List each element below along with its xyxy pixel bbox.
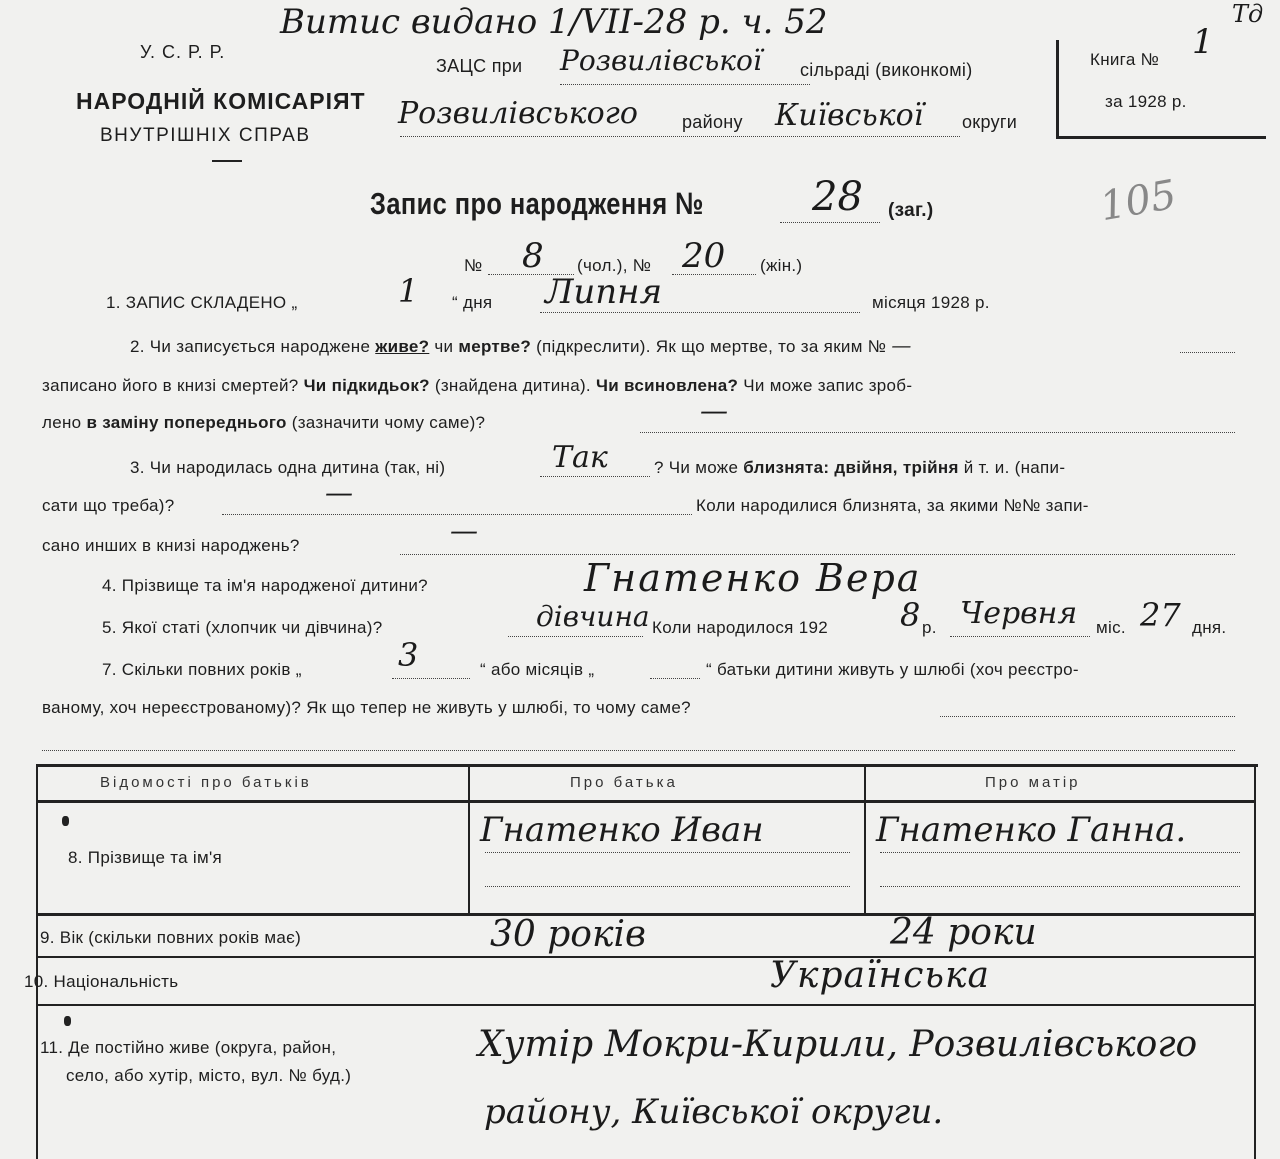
- q2-found-child: (знайдена дитина).: [434, 376, 591, 395]
- q3-or-maybe: ? Чи може: [654, 458, 739, 477]
- row11-label-line1: 11. Де постійно живе (округа, район,: [40, 1038, 337, 1057]
- table-right-border: [1254, 764, 1256, 1159]
- female-number: 20: [682, 236, 726, 276]
- table-header-mother: Про матір: [985, 774, 1081, 791]
- q3-write-needed: сати що треба)?: [42, 496, 175, 515]
- punch-mark-top: [62, 816, 69, 826]
- commissariat-title: НАРОДНІЙ КОМІСАРІЯТ: [76, 88, 366, 114]
- table-col-divider-1: [468, 764, 470, 915]
- q3-line3-dots: [400, 554, 1235, 555]
- book-box-bottom-border: [1056, 136, 1266, 139]
- q3-line1-rest: [654, 458, 1065, 478]
- row8-mother-line2: [880, 886, 1240, 887]
- row11-address-line1: Хутір Мокри-Кирили, Розвилівського: [478, 1024, 1198, 1065]
- q2-done: лено: [42, 413, 82, 432]
- margin-handwritten-number: 105: [1096, 171, 1180, 231]
- q5-day: 27: [1140, 596, 1181, 634]
- q2-dead: мертве?: [458, 337, 532, 356]
- q2-specify: (зазначити чому саме)?: [291, 413, 486, 432]
- q2-question: 2. Чи записується народжене: [130, 337, 371, 356]
- corner-handwritten-note: Тд: [1232, 0, 1264, 28]
- row10-nationality: Українська: [770, 955, 990, 996]
- district-label: району: [682, 112, 743, 132]
- q2-underline-note: (підкреслити). Як що мертве, то за яким №: [536, 337, 887, 356]
- district-handwritten: Розвилівського: [398, 96, 638, 131]
- q5-year-suffix: р.: [922, 618, 937, 637]
- row8-father-line1: [485, 852, 850, 853]
- republic-label: У. С. Р. Р.: [140, 42, 226, 62]
- punch-mark-bottom: [64, 1016, 71, 1026]
- book-box-left-border: [1056, 40, 1059, 138]
- record-suffix: (заг.): [888, 200, 934, 221]
- q5-sex-line: [508, 636, 643, 637]
- zags-dotted-line: [560, 84, 810, 85]
- row9-mother-age: 24 роки: [890, 912, 1037, 953]
- q7-line2-dots: [940, 716, 1235, 717]
- q2-dash1: —: [891, 333, 912, 357]
- male-label: (чол.), №: [577, 256, 652, 275]
- okruha-label: округи: [962, 112, 1018, 132]
- q2-dash2: —: [700, 394, 728, 427]
- q3-question: 3. Чи народилась одна дитина (так, ні): [130, 458, 446, 477]
- q1-month-line: [540, 312, 860, 313]
- table-header-parents: Відомості про батьків: [100, 774, 312, 791]
- q5-question: 5. Якої статі (хлопчик чи дівчина)?: [102, 618, 383, 637]
- q5-born-when: Коли народилося 192: [652, 618, 828, 637]
- q7-registered: ваному, хоч нереєстрованому)? Як що тепер не живуть у шлюбі, то чому саме?: [42, 698, 691, 717]
- table-header-father: Про батька: [570, 774, 678, 791]
- q3-answer-line: [540, 476, 650, 477]
- q2-line1-dots: [1180, 352, 1235, 353]
- row10-label: 10. Національність: [24, 972, 179, 991]
- table-row9-bottom: [36, 956, 1254, 958]
- q7-years-line: [392, 678, 470, 679]
- q2-replacement: в заміну попереднього: [86, 413, 287, 432]
- row9-father-age: 30 років: [490, 914, 646, 955]
- q2-line1: [130, 333, 912, 357]
- q7-months-line: [650, 678, 700, 679]
- q2-line2: [42, 376, 912, 396]
- q4-question: 4. Прізвище та ім'я народженої дитини?: [102, 576, 428, 595]
- okruha-handwritten: Київської: [775, 98, 924, 133]
- q5-year-digit: 8: [900, 596, 921, 634]
- book-year: за 1928 р.: [1105, 92, 1187, 111]
- record-number: 28: [812, 174, 863, 220]
- q5-month: Червня: [960, 596, 1078, 631]
- header-divider: [212, 160, 242, 162]
- row8-father-name: Гнатенко Иван: [480, 810, 764, 850]
- q3-dash1: —: [325, 476, 353, 509]
- q7-married: “ батьки дитини живуть у шлюбі (хоч реєстро-: [706, 660, 1079, 679]
- row8-father-line2: [485, 886, 850, 887]
- q2-alive: живе?: [375, 337, 430, 356]
- q3-dash2: —: [450, 514, 478, 547]
- zags-handwritten: Розвилівської: [560, 44, 762, 77]
- book-number: 1: [1192, 22, 1214, 62]
- row9-label: 9. Вік (скільки повних років має): [40, 928, 302, 947]
- district-dotted-line: [400, 136, 960, 137]
- q2-line3-dots: [640, 432, 1235, 433]
- q2-foundling: Чи підкидьок?: [303, 376, 430, 395]
- q3-others-recorded: сано инших в книзі народжень?: [42, 536, 300, 555]
- q2-record-replaced: Чи може запис зроб-: [743, 376, 913, 395]
- q1-end: місяця 1928 р.: [872, 293, 990, 312]
- q5-day-label: дня.: [1192, 618, 1227, 637]
- female-number-line: [672, 274, 756, 275]
- row11-address-line2: району, Київської округи.: [484, 1092, 944, 1132]
- q7-line3-dots: [42, 750, 1235, 751]
- row8-mother-name: Гнатенко Ганна.: [876, 810, 1187, 850]
- q2-line3: [42, 413, 485, 433]
- q1-day-suffix: “ дня: [452, 293, 493, 312]
- top-handwritten-note: Витис видано 1/VII-28 р. ч. 52: [280, 2, 828, 42]
- table-col-divider-2: [864, 764, 866, 915]
- female-label: (жін.): [760, 256, 803, 275]
- row8-mother-line1: [880, 852, 1240, 853]
- q7-years: 3: [398, 636, 419, 674]
- q4-child-name: Гнатенко Вера: [584, 556, 922, 600]
- zags-suffix: сільраді (виконкомі): [800, 60, 973, 80]
- q3-twins-when: Коли народилися близнята, за якими №№ запи-: [696, 496, 1089, 515]
- table-left-border: [36, 764, 38, 1159]
- q5-month-line: [950, 636, 1090, 637]
- q3-answer: Так: [552, 440, 608, 475]
- table-row10-bottom: [36, 1004, 1254, 1006]
- table-top-border: [36, 764, 1258, 767]
- q3-twins: близнята: двійня, трійня: [743, 458, 959, 477]
- q7-question: 7. Скільки повних років „: [102, 660, 302, 679]
- row11-label-line2: село, або хутір, місто, вул. № буд.): [66, 1066, 352, 1085]
- male-number: 8: [522, 236, 544, 276]
- book-label: Книга №: [1090, 50, 1160, 69]
- zags-prefix: ЗАЦС при: [436, 56, 523, 76]
- q1-day: 1: [398, 272, 419, 310]
- q3-etc: й т. и. (напи-: [963, 458, 1066, 477]
- q1-month: Липня: [545, 272, 663, 312]
- record-number-line: [780, 222, 880, 223]
- commissariat-subtitle: ВНУТРІШНІХ СПРАВ: [100, 125, 311, 146]
- q5-month-label: міс.: [1096, 618, 1126, 637]
- q7-months-label: “ або місяців „: [480, 660, 595, 679]
- q2-adopted: Чи всиновлена?: [595, 376, 739, 395]
- q5-sex: дівчина: [536, 600, 650, 633]
- record-title: Запис про народження №: [370, 186, 704, 221]
- row8-label: 8. Прізвище та ім'я: [68, 848, 223, 867]
- q2-or: чи: [434, 337, 454, 356]
- male-no-label: №: [464, 256, 483, 275]
- q2-death-book: записано його в книзі смертей?: [42, 376, 299, 395]
- q1-label: 1. ЗАПИС СКЛАДЕНО „: [106, 293, 298, 312]
- table-header-bottom: [36, 800, 1254, 803]
